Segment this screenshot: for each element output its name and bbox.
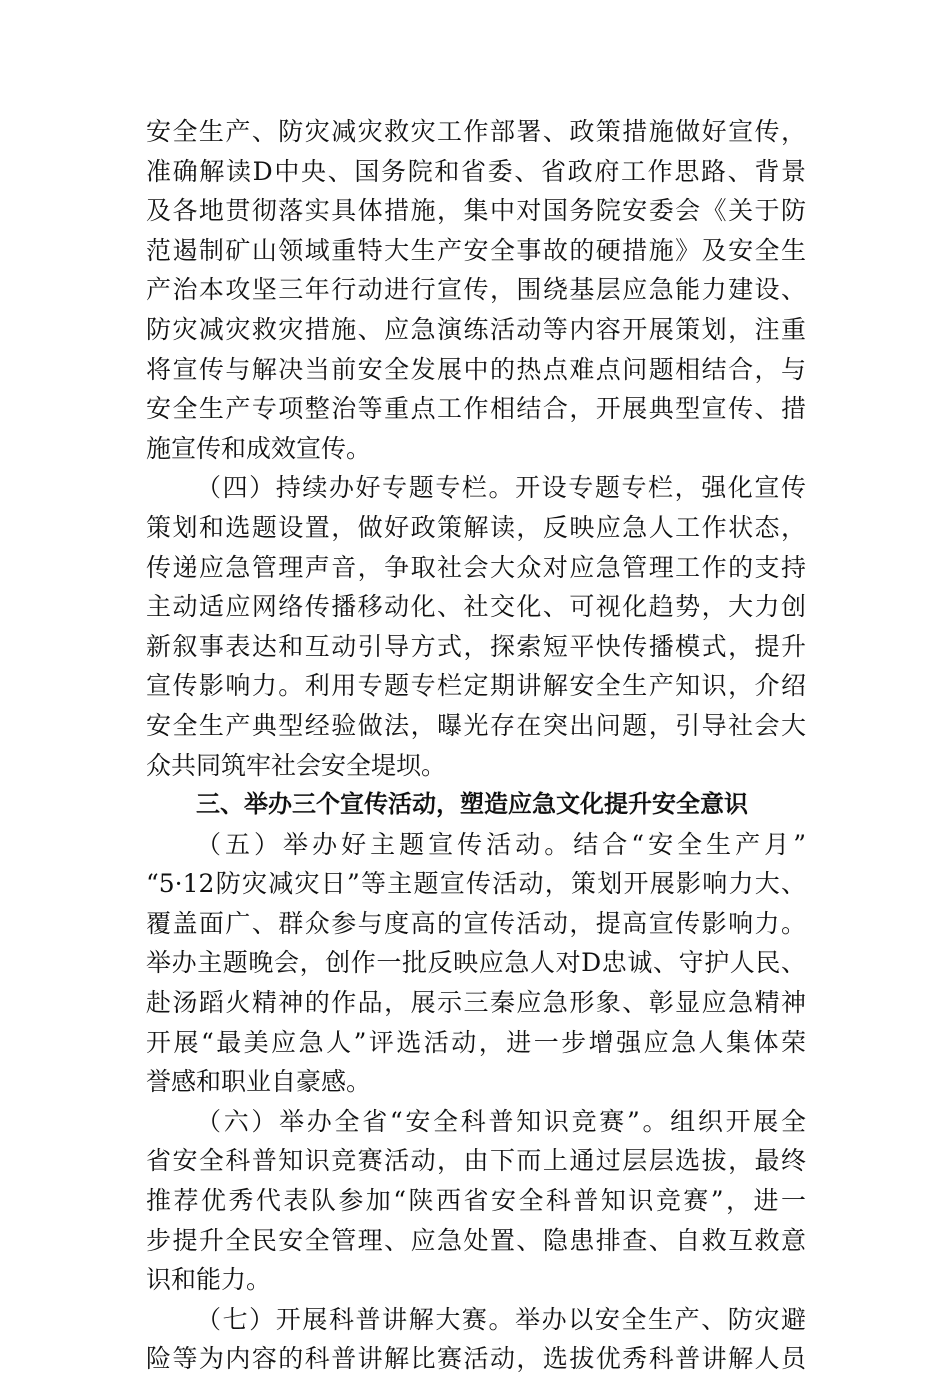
text-line: 覆盖面广、群众参与度高的宣传活动，提高宣传影响力。 bbox=[146, 908, 806, 938]
section-heading: 三、举办三个宣传活动，塑造应急文化提升安全意识 bbox=[196, 790, 748, 819]
section-4-first-line: （四）持续办好专题专栏。开设专题专栏，强化宣传 bbox=[196, 473, 806, 503]
text-line: 主动适应网络传播移动化、社交化、可视化趋势，大力创 bbox=[146, 592, 806, 622]
text-line: 范遏制矿山领域重特大生产安全事故的硬措施》及安全生 bbox=[146, 235, 806, 265]
text-line: 宣传影响力。利用专题专栏定期讲解安全生产知识，介绍 bbox=[146, 671, 806, 701]
text-line: “5·12防灾减灾日”等主题宣传活动，策划开展影响力大、 bbox=[146, 869, 806, 899]
text-line: 步提升全民安全管理、应急处置、隐患排查、自救互救意 bbox=[146, 1225, 806, 1255]
text-line: 赴汤蹈火精神的作品，展示三秦应急形象、彰显应急精神 bbox=[146, 988, 806, 1018]
section-7-first-line: （七）开展科普讲解大赛。举办以安全生产、防灾避 bbox=[196, 1304, 806, 1334]
section-5-first-line: （五）举办好主题宣传活动。结合“安全生产月” bbox=[196, 829, 806, 859]
text-line: 险等为内容的科普讲解比赛活动，选拔优秀科普讲解人员 bbox=[146, 1344, 806, 1374]
section-6-first-line: （六）举办全省“安全科普知识竞赛”。组织开展全 bbox=[196, 1106, 806, 1136]
text-line: 防灾减灾救灾措施、应急演练活动等内容开展策划，注重 bbox=[146, 314, 806, 344]
text-line: 推荐优秀代表队参加“陕西省安全科普知识竞赛”，进一 bbox=[146, 1186, 806, 1216]
text-line: 安全生产、防灾减灾救灾工作部署、政策措施做好宣传， bbox=[146, 117, 806, 146]
paragraph-end-line: 众共同筑牢社会安全堤坝。 bbox=[146, 750, 447, 780]
text-line: 将宣传与解决当前安全发展中的热点难点问题相结合，与 bbox=[146, 354, 806, 384]
text-line: 省安全科普知识竞赛活动，由下而上通过层层选拔，最终 bbox=[146, 1146, 806, 1176]
text-line: 新叙事表达和互动引导方式，探索短平快传播模式，提升 bbox=[146, 631, 806, 661]
text-line: 及各地贯彻落实具体措施，集中对国务院安委会《关于防 bbox=[146, 196, 806, 226]
paragraph-end-line: 施宣传和成效宣传。 bbox=[146, 433, 372, 463]
text-line: 准确解读D中央、国务院和省委、省政府工作思路、背景 bbox=[146, 156, 806, 186]
document-body bbox=[146, 112, 806, 1379]
paragraph-end-line: 识和能力。 bbox=[146, 1265, 272, 1295]
text-line: 策划和选题设置，做好政策解读，反映应急人工作状态， bbox=[146, 512, 806, 542]
paragraph-end-line: 誉感和职业自豪感。 bbox=[146, 1067, 372, 1097]
text-line: 产治本攻坚三年行动进行宣传，围绕基层应急能力建设、 bbox=[146, 275, 806, 305]
text-line: 传递应急管理声音，争取社会大众对应急管理工作的支持 bbox=[146, 552, 806, 582]
text-line: 安全生产典型经验做法，曝光存在突出问题，引导社会大 bbox=[146, 710, 806, 740]
text-line: 举办主题晚会，创作一批反映应急人对D忠诚、守护人民、 bbox=[146, 948, 806, 978]
text-line: 安全生产专项整治等重点工作相结合，开展典型宣传、措 bbox=[146, 394, 806, 424]
text-line: 开展“最美应急人”评选活动，进一步增强应急人集体荣 bbox=[146, 1027, 806, 1057]
